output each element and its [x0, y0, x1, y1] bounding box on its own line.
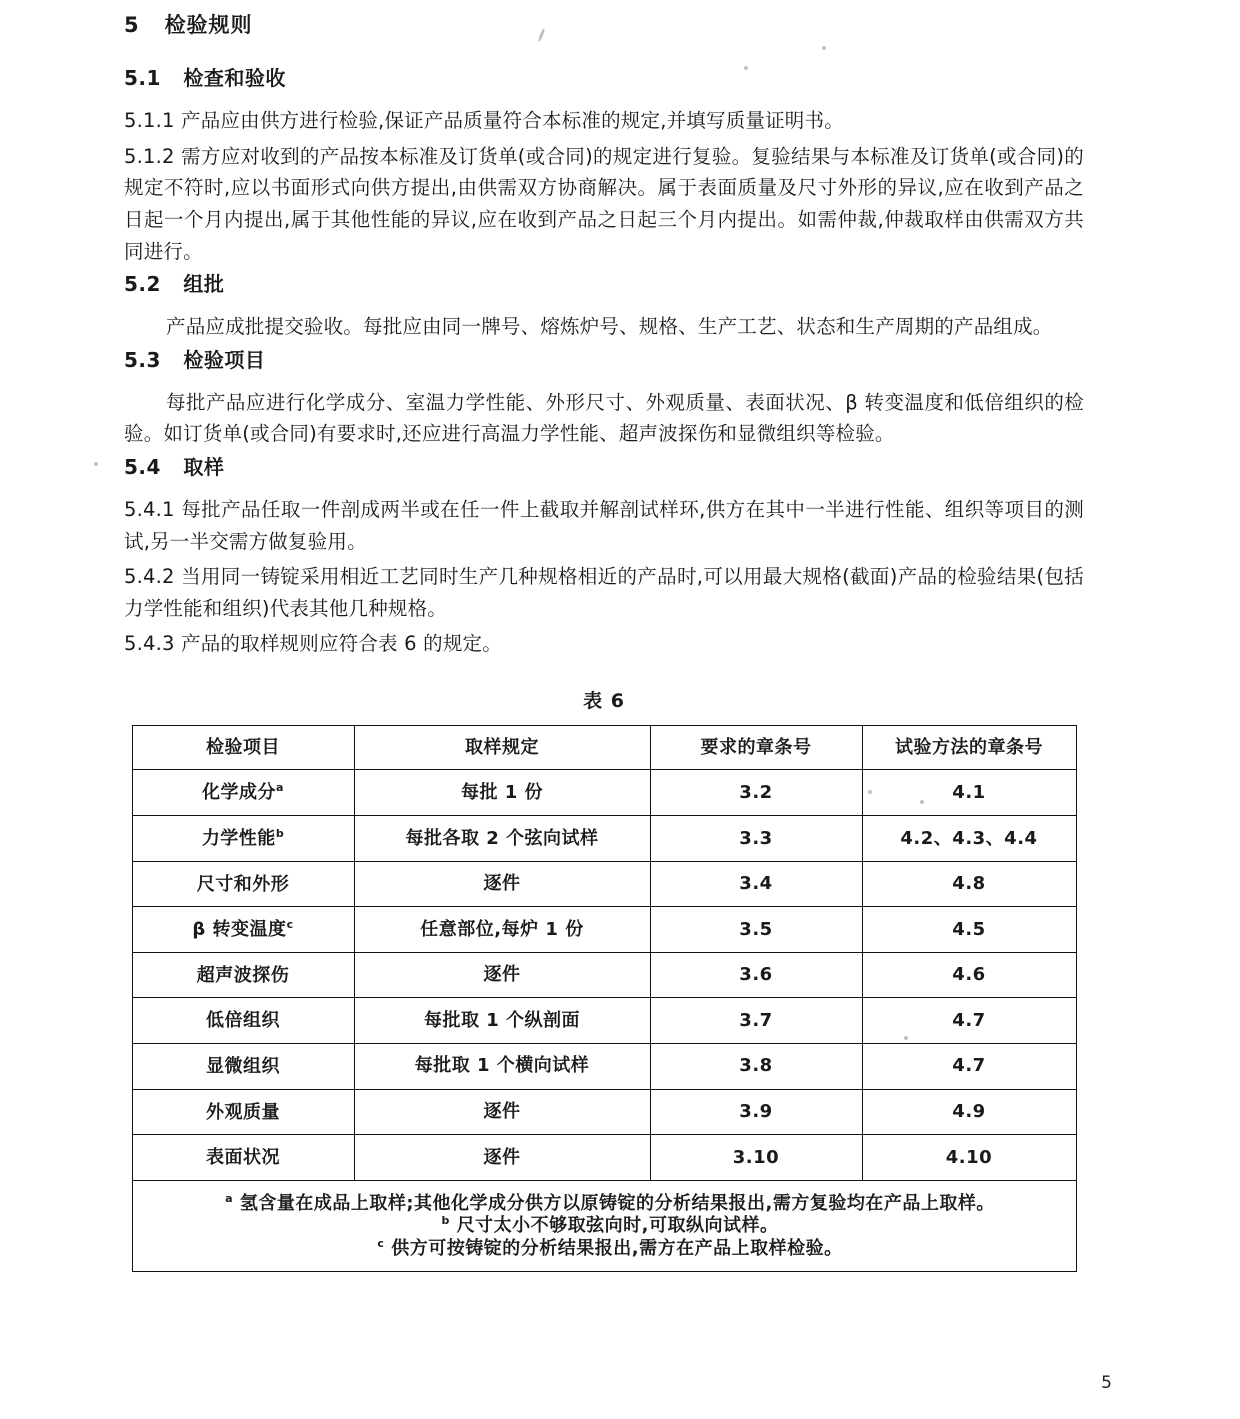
cell-item — [132, 816, 354, 862]
column-header-method: 试验方法的章条号 — [862, 725, 1076, 770]
footnote-c-text: 供方可按铸锭的分析结果报出,需方在产品上取样检验。 — [391, 1237, 843, 1259]
subsection-heading-5-2 — [124, 271, 1084, 297]
cell-item-text: 力学性能 — [201, 828, 276, 849]
table-row — [132, 998, 1076, 1044]
subsection-title: 检查和验收 — [183, 66, 286, 91]
footnote-b — [137, 1214, 1072, 1237]
paragraph-5-3: 每批产品应进行化学成分、室温力学性能、外形尺寸、外观质量、表面状况、β 转变温度和低倍组织的检验。如订货单(或合同)有要求时,还应进行高温力学性能、超声波探伤和显微组织等检验。 — [124, 390, 1084, 446]
subsection-title: 检验项目 — [183, 347, 266, 372]
cell-item-text: 显微组织 — [206, 1055, 280, 1077]
cell-requirement: 3.4 — [650, 861, 862, 907]
cell-item — [132, 1043, 354, 1089]
cell-sampling: 逐件 — [354, 952, 650, 998]
table-row — [132, 907, 1076, 953]
cell-requirement: 3.9 — [650, 1089, 862, 1135]
cell-sampling: 任意部位,每炉 1 份 — [354, 907, 650, 953]
cell-sampling: 逐件 — [354, 861, 650, 907]
cell-method: 4.8 — [862, 861, 1076, 907]
cell-sampling: 每批 1 份 — [354, 770, 650, 816]
table-row — [132, 861, 1076, 907]
cell-requirement: 3.3 — [650, 816, 862, 862]
table-row — [132, 1043, 1076, 1089]
section-heading — [124, 12, 1084, 39]
cell-method: 4.6 — [862, 952, 1076, 998]
section-title: 检验规则 — [164, 13, 253, 37]
cell-requirement: 3.10 — [650, 1135, 862, 1181]
cell-item — [132, 1135, 354, 1181]
footnote-marker-a: a — [225, 1191, 234, 1205]
cell-item — [132, 770, 354, 816]
paragraph-5-2: 产品应成批提交验收。每批应由同一牌号、熔炼炉号、规格、生产工艺、状态和生产周期的产品组成。 — [166, 315, 1053, 339]
paragraph-5-4-2: 5.4.2 当用同一铸锭采用相近工艺同时生产几种规格相近的产品时,可以用最大规格(截面)产品的检验结果(包括力学性能和组织)代表其他几种规格。 — [124, 565, 1084, 620]
cell-item — [132, 1089, 354, 1135]
footnote-b-text: 尺寸太小不够取弦向时,可取纵向试样。 — [456, 1215, 779, 1237]
cell-requirement: 3.5 — [650, 907, 862, 953]
table-row — [132, 1135, 1076, 1181]
table-caption: 表 6 — [583, 689, 625, 712]
subsection-title: 取样 — [183, 454, 225, 479]
subsection-heading-5-1 — [124, 65, 1084, 91]
cell-item — [132, 952, 354, 998]
footnote-marker: b — [275, 827, 285, 840]
cell-sampling: 逐件 — [354, 1089, 650, 1135]
cell-requirement: 3.7 — [650, 998, 862, 1044]
cell-sampling: 每批取 1 个横向试样 — [354, 1043, 650, 1089]
subsection-number: 5.4 — [124, 454, 161, 479]
subsection-heading-5-4 — [124, 454, 1084, 480]
subsection-title: 组批 — [183, 272, 225, 297]
cell-item-text: 外观质量 — [206, 1101, 280, 1123]
column-header-item: 检验项目 — [132, 725, 354, 770]
table-row — [132, 952, 1076, 998]
footnote-a-text: 氢含量在成品上取样;其他化学成分供方以原铸锭的分析结果报出,需方复验均在产品上取样。 — [239, 1192, 995, 1214]
table-row — [132, 770, 1076, 816]
table-row — [132, 816, 1076, 862]
cell-item-text: 化学成分 — [202, 782, 277, 804]
column-header-requirement: 要求的章条号 — [650, 725, 862, 770]
sampling-rules-table — [132, 725, 1077, 1272]
footnote-a — [137, 1192, 1072, 1215]
cell-requirement: 3.2 — [650, 770, 862, 816]
paragraph-5-4-1: 5.4.1 每批产品任取一件剖成两半或在任一件上截取并解剖试样环,供方在其中一半进行性能、组织等项目的测试,另一半交需方做复验用。 — [124, 497, 1084, 553]
paragraph-5-1-2: 5.1.2 需方应对收到的产品按本标准及订货单(或合同)的规定进行复验。复验结果与本标准及订货单(或合同)的规定不符时,应以书面形式向供方提出,由供需双方协商解决。属于表面质量及尺寸外形的异议,应在收到产品之日起一个月内提出,属于其他性能的异议,应在收到产品之日起三个月内提出。如需仲裁,仲裁取样由供需双方共同进行。 — [124, 144, 1084, 263]
footnote-marker-b: b — [441, 1214, 450, 1228]
cell-sampling: 逐件 — [354, 1135, 650, 1181]
cell-method: 4.9 — [862, 1089, 1076, 1135]
column-header-sampling: 取样规定 — [354, 725, 650, 770]
cell-item-text: 尺寸和外形 — [196, 873, 290, 895]
table-header-row — [132, 725, 1076, 770]
cell-requirement: 3.8 — [650, 1043, 862, 1089]
subsection-heading-5-3 — [124, 347, 1084, 373]
subsection-number: 5.1 — [124, 66, 161, 91]
footnote-c — [137, 1237, 1072, 1260]
cell-requirement: 3.6 — [650, 952, 862, 998]
scan-speck — [94, 462, 98, 466]
cell-sampling: 每批取 1 个纵剖面 — [354, 998, 650, 1044]
cell-item — [132, 861, 354, 907]
cell-item-text: 表面状况 — [206, 1147, 280, 1169]
cell-method: 4.7 — [862, 998, 1076, 1044]
paragraph-5-1-1: 5.1.1 产品应由供方进行检验,保证产品质量符合本标准的规定,并填写质量证明书。 — [124, 109, 844, 133]
table-footnotes — [132, 1180, 1076, 1271]
table-row — [132, 1089, 1076, 1135]
cell-item — [132, 998, 354, 1044]
cell-sampling: 每批各取 2 个弦向试样 — [354, 816, 650, 862]
cell-item — [132, 907, 354, 953]
footnote-marker: c — [286, 918, 294, 932]
cell-method: 4.10 — [862, 1135, 1076, 1181]
subsection-number: 5.2 — [124, 272, 161, 297]
cell-method: 4.5 — [862, 907, 1076, 953]
subsection-number: 5.3 — [124, 347, 161, 372]
footnote-marker: a — [276, 781, 284, 795]
cell-method: 4.7 — [862, 1043, 1076, 1089]
cell-item-text: 低倍组织 — [206, 1010, 280, 1032]
cell-item-text: β 转变温度 — [192, 919, 287, 941]
cell-method: 4.2、4.3、4.4 — [862, 816, 1076, 862]
page-number: 5 — [1101, 1373, 1112, 1393]
page-content — [124, 12, 1084, 1272]
cell-item-text: 超声波探伤 — [196, 964, 290, 986]
cell-method: 4.1 — [862, 770, 1076, 816]
footnote-marker-c: c — [377, 1236, 385, 1250]
table-notes-row — [132, 1180, 1076, 1271]
section-number: 5 — [124, 13, 140, 37]
paragraph-5-4-3: 5.4.3 产品的取样规则应符合表 6 的规定。 — [124, 632, 502, 656]
